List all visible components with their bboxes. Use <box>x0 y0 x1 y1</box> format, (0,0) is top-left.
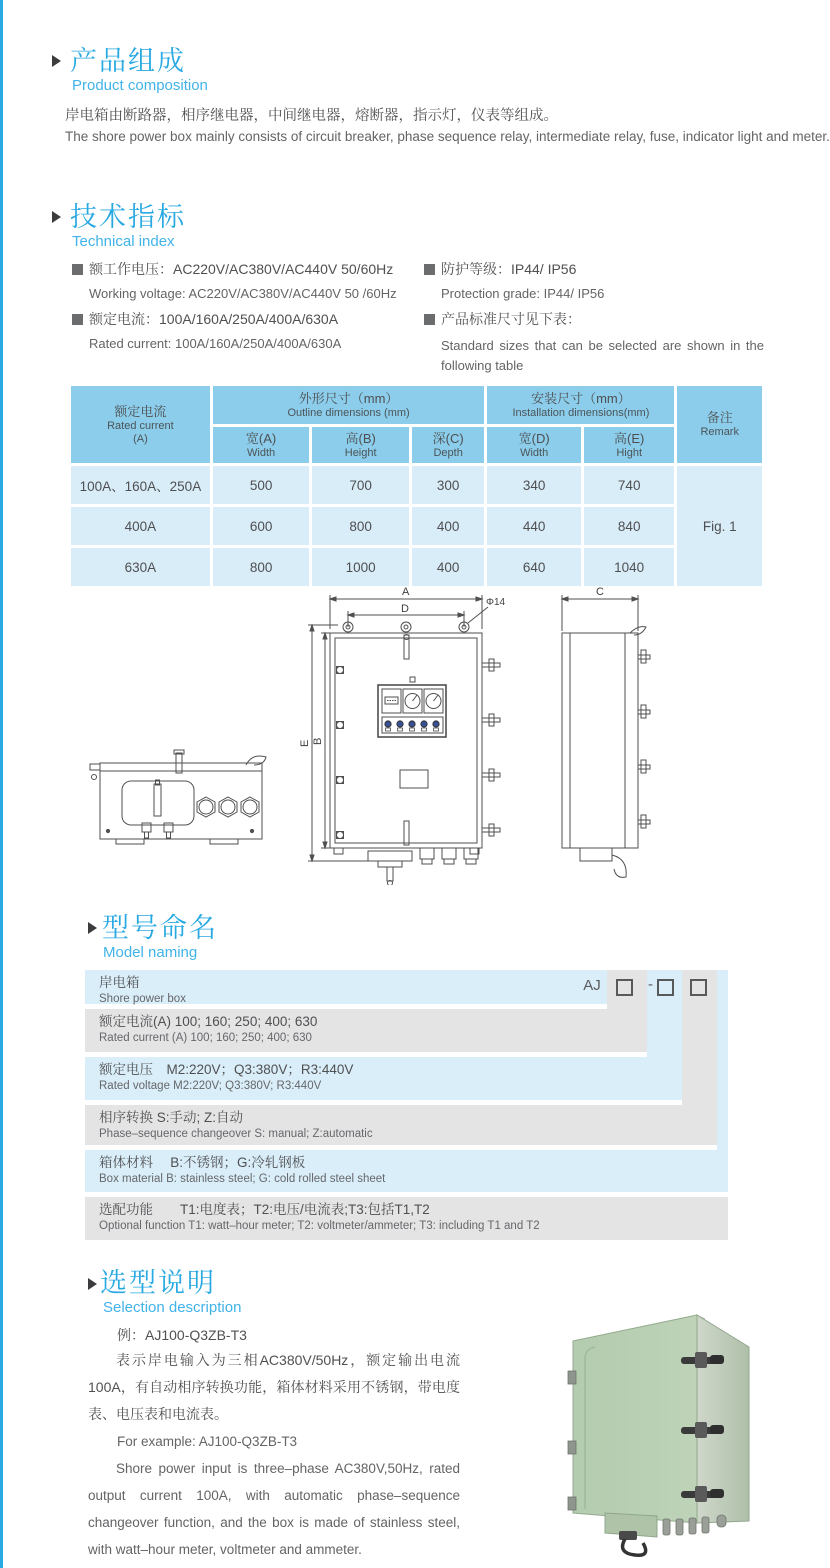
table-cell-remark: Fig. 1 <box>677 466 762 586</box>
header-installation-dimensions: 安装尺寸（mm） Installation dimensions(mm) <box>487 386 674 424</box>
table-cell: 1040 <box>584 548 675 586</box>
table-header-row <box>71 386 762 424</box>
table-cell: 500 <box>213 466 310 504</box>
naming-row-optional-function: 选配功能 T1:电度表；T2:电压/电流表;T3:包括T1,T2 Optional function T1: watt–hour meter; T2: voltmeter/ammeter; T3: including T1 and T2 <box>85 1197 728 1240</box>
header-remark: 备注 Remark <box>677 386 762 463</box>
table-cell: 800 <box>312 507 409 545</box>
bullet-square-icon <box>424 314 435 325</box>
table-row <box>71 466 762 504</box>
code-box-phase <box>690 979 707 996</box>
composition-text-zh: 岸电箱由断路器，相序继电器，中间继电器，熔断器，指示灯，仪表等组成。 <box>65 108 558 124</box>
table-cell: 340 <box>487 466 581 504</box>
table-cell: 400A <box>71 507 210 545</box>
model-prefix: AJ <box>583 977 601 994</box>
code-dash: - <box>648 976 653 993</box>
table-cell: 800 <box>213 548 310 586</box>
header-outline-dimensions: 外形尺寸（mm） Outline dimensions (mm) <box>213 386 485 424</box>
table-cell: 300 <box>412 466 484 504</box>
spec-label-zh: 产品标准尺寸见下表： <box>441 311 581 327</box>
table-cell: 700 <box>312 466 409 504</box>
page-title: 产品组成 <box>70 46 186 76</box>
code-box-voltage <box>657 979 674 996</box>
spec-label-zh: 额定电流：100A/160A/250A/400A/630A <box>89 311 339 327</box>
section-arrow-icon <box>52 55 61 67</box>
spec-rated-current <box>72 309 422 351</box>
section-subtitle: Model naming <box>103 944 198 961</box>
table-row <box>71 548 762 586</box>
dimensions-table <box>68 383 765 589</box>
table-cell: 1000 <box>312 548 409 586</box>
section-title: 型号命名 <box>102 913 218 943</box>
table-cell: 840 <box>584 507 675 545</box>
bullet-square-icon <box>72 264 83 275</box>
section-title: 技术指标 <box>70 202 186 232</box>
section-subtitle: Technical index <box>72 233 175 250</box>
naming-row-rated-voltage: 额定电压 M2:220V；Q3:380V；R3:440V Rated voltage M2:220V; Q3:380V; R3:440V <box>85 1057 682 1100</box>
dim-label-a: A <box>402 586 410 598</box>
selection-body-en: Shore power input is three–phase AC380V,50Hz, rated output current 100A, with automatic phase–sequence changeover function, and the box is made of stainless steel, with watt–hour meter, voltmeter and ammeter. <box>88 1461 460 1557</box>
dim-label-e: E <box>299 739 311 747</box>
header-height-b: 高(B) Height <box>312 427 409 463</box>
table-cell: 640 <box>487 548 581 586</box>
product-photo <box>545 1295 780 1565</box>
header-hight-e: 高(E) Hight <box>584 427 675 463</box>
header-rated-current: 额定电流 Rated current (A) <box>71 386 210 463</box>
spec-standard-sizes <box>424 309 764 376</box>
table-cell: 600 <box>213 507 310 545</box>
spec-label-en: Rated current: 100A/160A/250A/400A/630A <box>89 336 342 351</box>
header-width-d: 宽(D) Width <box>487 427 581 463</box>
section-arrow-icon <box>88 1278 97 1290</box>
table-cell: 400 <box>412 548 484 586</box>
selection-example-zh: 例：AJ100-Q3ZB-T3 <box>117 1327 247 1343</box>
spec-working-voltage <box>72 259 422 301</box>
naming-row-shore-power-box: 岸电箱 Shore power box <box>85 970 607 1004</box>
selection-example-en: For example: AJ100-Q3ZB-T3 <box>117 1434 298 1449</box>
naming-row-rated-current: 额定电流(A) 100; 160; 250; 400; 630 Rated current (A) 100; 160; 250; 400; 630 <box>85 1009 647 1052</box>
dim-label-d: D <box>401 603 409 615</box>
bullet-square-icon <box>424 264 435 275</box>
code-box-current <box>616 979 633 996</box>
technical-drawing <box>80 585 760 885</box>
header-width-a: 宽(A) Width <box>213 427 310 463</box>
table-cell: 630A <box>71 548 210 586</box>
spec-label-en: Protection grade: IP44/ IP56 <box>441 286 605 301</box>
table-cell: 100A、160A、250A <box>71 466 210 504</box>
page-accent-bar <box>0 0 3 1568</box>
section-arrow-icon <box>88 922 97 934</box>
table-cell: 740 <box>584 466 675 504</box>
spec-label-zh: 防护等级：IP44/ IP56 <box>441 261 577 277</box>
dim-label-hole: Φ14 <box>486 597 506 608</box>
bullet-square-icon <box>72 314 83 325</box>
spec-label-zh: 额工作电压：AC220V/AC380V/AC440V 50/60Hz <box>89 261 394 277</box>
spec-label-en: Working voltage: AC220V/AC380V/AC440V 50 /60Hz <box>89 286 397 301</box>
table-cell: 400 <box>412 507 484 545</box>
naming-row-phase-changeover: 相序转换 S:手动; Z:自动 Phase–sequence changeover S: manual; Z:automatic <box>85 1105 717 1145</box>
model-naming-diagram <box>85 970 730 1242</box>
section-subtitle: Product composition <box>72 77 208 94</box>
dim-label-c: C <box>596 586 604 598</box>
naming-row-box-material: 箱体材料 B:不锈钢；G:冷轧钢板 Box material B: stainless steel; G: cold rolled steel sheet <box>85 1150 728 1192</box>
table-row <box>71 507 762 545</box>
selection-body-zh: 表示岸电输入为三相AC380V/50Hz，额定输出电流100A，有自动相序转换功能，箱体材料采用不锈钢，带电度表、电压表和电流表。 <box>88 1352 460 1422</box>
section-subtitle: Selection description <box>103 1299 242 1316</box>
table-cell: 440 <box>487 507 581 545</box>
spec-label-en: Standard sizes that can be selected are shown in the following table <box>441 338 764 373</box>
section-title: 选型说明 <box>100 1268 216 1298</box>
dim-label-b: B <box>312 737 324 745</box>
spec-protection-grade <box>424 259 764 301</box>
section-arrow-icon <box>52 211 61 223</box>
header-depth-c: 深(C) Depth <box>412 427 484 463</box>
composition-text-en: The shore power box mainly consists of circuit breaker, phase sequence relay, intermediate relay, fuse, indicator light and meter. <box>65 129 830 144</box>
